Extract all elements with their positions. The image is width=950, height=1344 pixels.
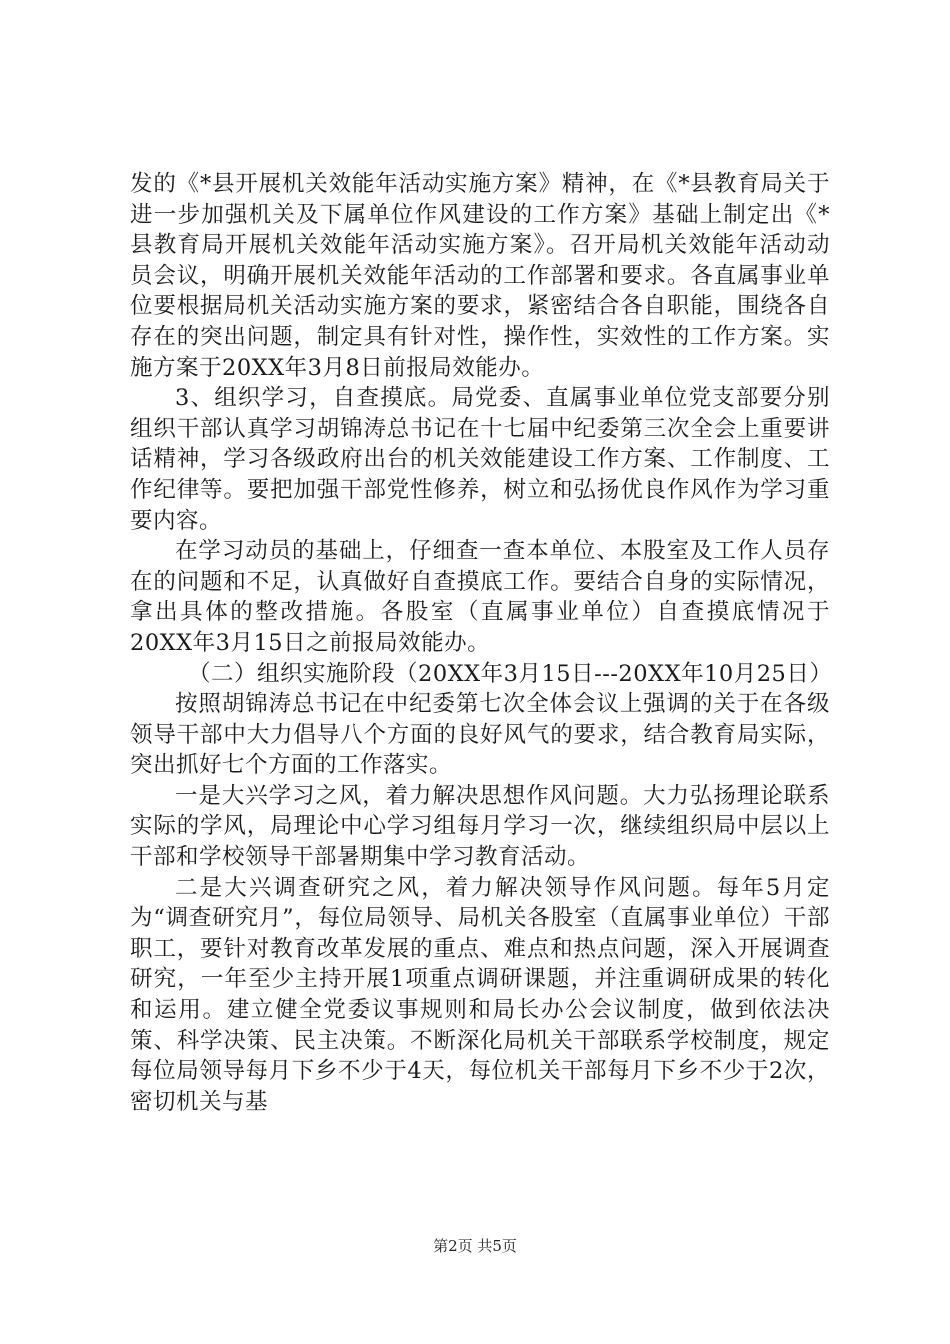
paragraph-implementation-intro: 按照胡锦涛总书记在中纪委第七次全体会议上强调的关于在各级领导干部中大力倡导八个方面的良好风气的要求，结合教育局实际，突出抓好七个方面的工作落实。 — [130, 691, 830, 779]
paragraph-study-style: 一是大兴学习之风，着力解决思想作风问题。大力弘扬理论联系实际的学风，局理论中心学习组每月学习一次，继续组织局中层以上干部和学校领导干部暑期集中学习教育活动。 — [130, 782, 830, 871]
paragraph-organize-study: 3、组织学习，自查摸底。局党委、直属事业单位党支部要分别组织干部认真学习胡锦涛总书记在十七届中纪委第三次全会上重要讲话精神，学习各级政府出台的机关效能建设工作方案、工作制度、工作纪律等。要把加强干部党性修养，树立和弘扬优良作风作为学习重要内容。 — [130, 385, 830, 534]
paragraph-self-check: 在学习动员的基础上，仔细查一查本单位、本股室及工作人员存在的问题和不足，认真做好自查摸底工作。要结合自身的实际情况，拿出具体的整改措施。各股室（直属事业单位）自查摸底情况于20XX年3月15日之前报局效能办。 — [130, 538, 830, 656]
paragraph-research-style: 二是大兴调查研究之风，着力解决领导作风问题。每年5月定为“调查研究月”，每位局领导、局机关各股室（直属事业单位）干部职工，要针对教育改革发展的重点、难点和热点问题，深入开展调查研究，一年至少主持开展1项重点调研课题，并注重调研成果的转化和运用。建立健全党委议事规则和局长办公会议制度，做到依法决策、科学决策、民主决策。不断深化局机关干部联系学校制度，规定每位局领导每月下乡不少于4天，每位机关干部每月下乡不少于2次，密切机关与基 — [130, 874, 830, 1115]
section-heading-implementation: （二）组织实施阶段（20XX年3月15日---20XX年10月25日） — [188, 660, 833, 687]
page-number-footer: 第2页 共5页 — [433, 1237, 517, 1255]
document-body — [130, 169, 833, 1117]
paragraph-continuation: 发的《*县开展机关效能年活动实施方案》精神，在《*县教育局关于进一步加强机关及下属单位作风建设的工作方案》基础上制定出《*县教育局开展机关效能年活动实施方案》。召开局机关效能年活动动员会议，明确开展机关效能年活动的工作部署和要求。各直属事业单位要根据局机关活动实施方案的要求，紧密结合各自职能，围绕各自存在的突出问题，制定具有针对性，操作性，实效性的工作方案。实施方案于20XX年3月8日前报局效能办。 — [130, 171, 830, 381]
